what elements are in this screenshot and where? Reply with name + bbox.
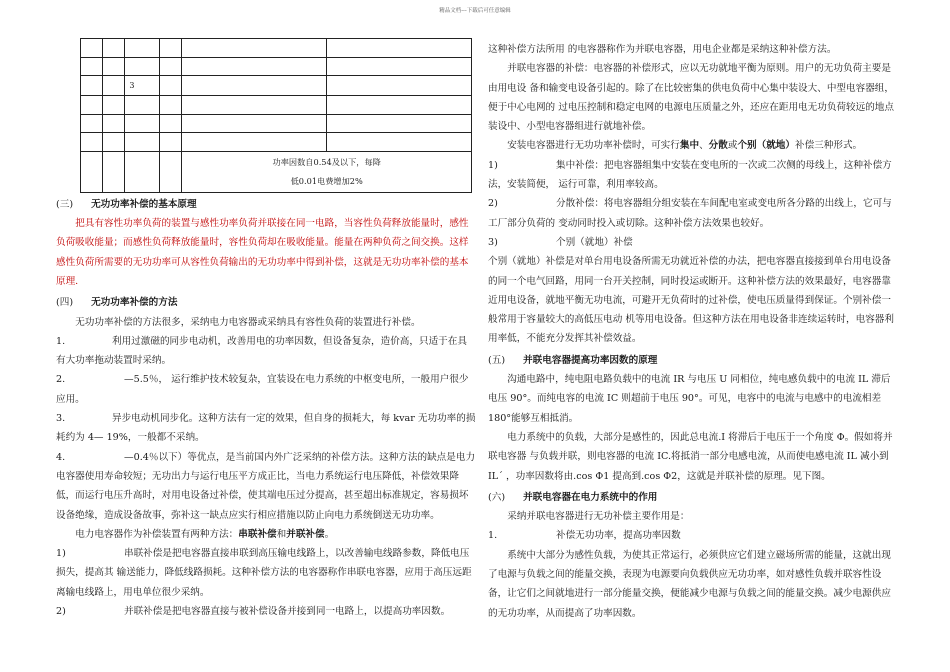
table-row xyxy=(81,76,472,96)
table-note: 功率因数自0.54及以下，每降 低0.01电费增加2% xyxy=(182,151,472,192)
list-item: 1. 补偿无功功率，提高功率因数 xyxy=(488,530,681,542)
paragraph: 安装电容器进行无功功率补偿时，可实行集中、分散或个别（就地）补偿三种形式。 xyxy=(507,140,863,152)
list-item: 1) 串联补偿是把电容器直接串联到高压输电线路上，以改善输电线路参数，降低电压损失，提高其 输送能力，降低线路损耗。这种补偿方法的电容器称作串联电容器，应用于高压远距离输电线路上，用电单位很少采纳。 xyxy=(56,548,472,598)
compensation-ways: 电力电容器作为补偿装置有两种方法：串联补偿和并联补偿。 xyxy=(75,528,335,540)
table-row xyxy=(81,96,472,115)
compensation-table xyxy=(80,38,472,193)
section-3-heading: (三) 无功功率补偿的基本原理 xyxy=(56,198,197,210)
paragraph: 沟通电路中，纯电阻电路负载中的电流 IR 与电压 U 同相位，纯电感负载中的电流 IL 滞后电压 90°。而纯电容的电流 IC 则超前于电压 90°。可见，电容中的电流与电感中的电流相差 180°能够互相抵消。 xyxy=(488,374,891,424)
section-5-heading: (五) 并联电容器提高功率因数的原理 xyxy=(488,354,658,366)
section-4-intro: 无功功率补偿的方法很多，采纳电力电容器或采纳具有容性负荷的装置进行补偿。 xyxy=(75,316,421,328)
table-row xyxy=(81,39,472,58)
list-item: 2) 分散补偿：将电容器组分组安装在车间配电室或变电所各分路的出线上，它可与工厂部分负荷的 变动同时投入或切除。这种补偿方法效果也较好。 xyxy=(488,198,892,229)
paragraph: 并联电容器的补偿：电容器的补偿形式，应以无功就地平衡为原则。用户的无功负荷主要是由用电设 备和输变电设备引起的。除了在比较密集的供电负荷中心集中装设大、中型电容器组，便于中心电网的 过电压控制和稳定电网的电源电压质量之外，还应在距用电无功负荷较远的地点装设中、小型电容器组进行就地补偿。 xyxy=(488,63,894,133)
paragraph: 采纳并联电容器进行无功补偿主要作用是： xyxy=(507,511,690,523)
list-item: 2. —5.5％， 运行维护技术较复杂，宜装设在电力系统的中枢变电所，一般用户很少应用。 xyxy=(56,374,469,405)
table-row xyxy=(81,151,472,192)
list-item: 2) 并联补偿是把电容器直接与被补偿设备并接到同一电路上，以提高功率因数。 xyxy=(56,606,451,618)
paragraph: 系统中大部分为感性负载，为使其正常运行，必须供应它们建立磁场所需的能量，这就出现了电源与负载之间的能量交换，表现为电源要向负载供应无功功率，如对感性负载并联容性设备，让它们之间就地进行一部分能量交换，便能减少电源与负载之间的能量交换。减少电源供应的无功功率，从而提高了功率因数。 xyxy=(488,549,891,619)
left-column xyxy=(56,44,476,621)
list-item: 4. —0.4％以下）等优点，是当前国内外广泛采纳的补偿方法。这种方法的缺点是电力电容器使用寿命较短；无功出力与运行电压平方成正比，当电力系统运行电压降低，补偿效果降低，而运行电压升高时，对用电设备过补偿，使其端电压过分提高，甚至超出标准规定，容易损坏设备绝缘，造成设备故事，弥补这一缺点应实行相应措施以防止向电力系统倒送无功功率。 xyxy=(56,451,476,521)
paragraph: 电力系统中的负载，大部分是感性的，因此总电流.I 将滞后于电压于一个角度 Φ。假如将并联电容器 与负载并联，则电容器的电流 IC.将抵消一部分电感电流，从而使电感电流 IL 减小到 IL´ ，功率因数将由.cos Φ1 提高到.cos Φ2，这就是并联补偿的原理。见下图。 xyxy=(488,431,893,482)
list-item: 3) 个别（就地）补偿 xyxy=(488,236,633,248)
paragraph: 个别（就地）补偿是对单台用电设备所需无功就近补偿的办法，把电容器直接接到单台用电设备的同一个电气回路，用同一台开关控制，同时投运或断开。这种补偿方法的效果最好，电容器靠近用电设备，就地平衡无功电流，可避开无负荷时的过补偿，使电压质量得到保证。个别补偿一般常用于容量较大的高低压电动 机等用电设备。但这种方法在用电设备非连续运转时，电容器利用率低，不能充分发挥其补偿效益。 xyxy=(488,256,894,345)
section-4-heading: (四) 无功功率补偿的方法 xyxy=(56,297,178,309)
right-column xyxy=(488,40,898,623)
list-item: 1) 集中补偿：把电容器组集中安装在变电所的一次或二次侧的母线上，这种补偿方法，安装简便， 运行可靠，利用率较高。 xyxy=(488,159,892,191)
table-row xyxy=(81,133,472,152)
table-cell-3: 3 xyxy=(125,76,160,96)
list-item: 1. 利用过激磁的同步电动机，改善用电的功率因数，但设备复杂，造价高，只适于在具有大功率拖动装置时采纳。 xyxy=(56,335,467,367)
section-3-body: 把具有容性功率负荷的装置与感性功率负荷并联接在同一电路，当容性负荷释放能量时，感性负荷吸收能量；而感性负荷释放能量时，容性负荷却在吸收能量。能量在两种负荷之间交换。这样感性负荷所需要的无功功率可从容性负荷输出的无功功率中得到补偿，这就是无功功率补偿的基本原理. xyxy=(56,218,469,287)
list-item: 3. 异步电动机同步化。这种方法有一定的效果，但自身的损耗大，每 kvar 无功功率的损耗约为 4— 19%，一般都不采纳。 xyxy=(56,413,476,444)
table-row xyxy=(81,57,472,76)
page-header: 精品文档---下载后可任意编辑 xyxy=(439,8,511,14)
section-6-heading: (六) 并联电容器在电力系统中的作用 xyxy=(488,491,658,503)
table-row xyxy=(81,114,472,133)
paragraph: 这种补偿方法所用 的电容器称作为并联电容器，用电企业都是采纳这种补偿方法。 xyxy=(488,44,837,55)
